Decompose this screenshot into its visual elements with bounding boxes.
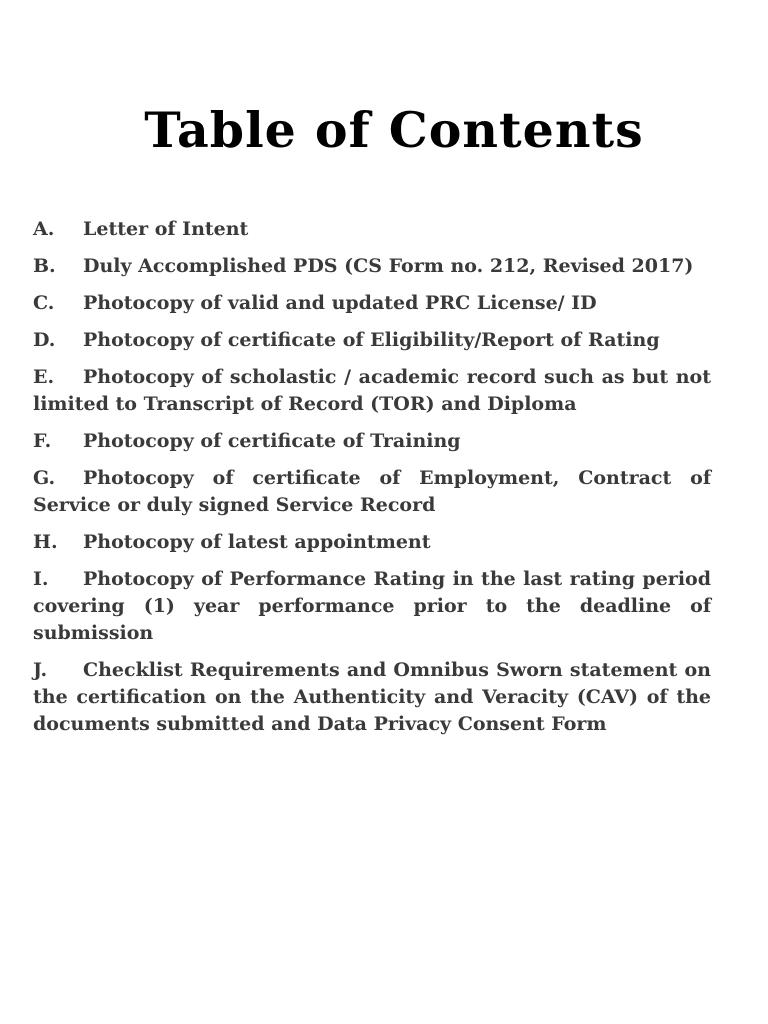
toc-item-text: Photocopy of certificate of Training xyxy=(83,430,461,452)
toc-item-letter: F. xyxy=(33,430,52,452)
toc-item-letter: E. xyxy=(33,366,55,388)
toc-item-i xyxy=(33,566,711,647)
toc-item-letter: C. xyxy=(33,292,55,314)
toc-item-b xyxy=(33,253,711,280)
toc-item-letter: B. xyxy=(33,255,56,277)
toc-item-d xyxy=(33,327,711,354)
toc-item-g xyxy=(33,465,711,519)
toc-item-letter: J. xyxy=(33,659,48,681)
toc-item-a xyxy=(33,216,711,243)
toc-item-letter: A. xyxy=(33,218,55,240)
toc-item-letter: H. xyxy=(33,531,58,553)
toc-item-text: Photocopy of certificate of Eligibility/Report of Rating xyxy=(83,329,660,351)
toc-item-letter: D. xyxy=(33,329,56,351)
toc-item-c xyxy=(33,290,711,317)
toc-item-j xyxy=(33,657,711,738)
toc-item-text: Photocopy of latest appointment xyxy=(83,531,431,553)
toc-list xyxy=(33,216,711,748)
toc-item-text: Duly Accomplished PDS (CS Form no. 212, Revised 2017) xyxy=(83,255,694,277)
toc-item-text: Photocopy of certificate of Employment, Contract of Service or duly signed Service Record xyxy=(33,467,711,516)
toc-item-text: Checklist Requirements and Omnibus Sworn statement on the certification on the Authenticity and Veracity (CAV) of the documents submitted and Data Privacy Consent Form xyxy=(33,659,711,735)
toc-item-text: Photocopy of valid and updated PRC License/ ID xyxy=(83,292,597,314)
toc-item-letter: I. xyxy=(33,568,49,590)
toc-item-text: Letter of Intent xyxy=(83,218,249,240)
toc-item-text: Photocopy of Performance Rating in the last rating period covering (1) year performance prior to the deadline of submission xyxy=(33,568,711,644)
toc-item-h xyxy=(33,529,711,556)
toc-item-letter: G. xyxy=(33,467,56,489)
page-title: Table of Contents xyxy=(144,101,644,159)
toc-item-e xyxy=(33,364,711,418)
toc-item-text: Photocopy of scholastic / academic record such as but not limited to Transcript of Record (TOR) and Diploma xyxy=(33,366,711,415)
toc-item-f xyxy=(33,428,711,455)
